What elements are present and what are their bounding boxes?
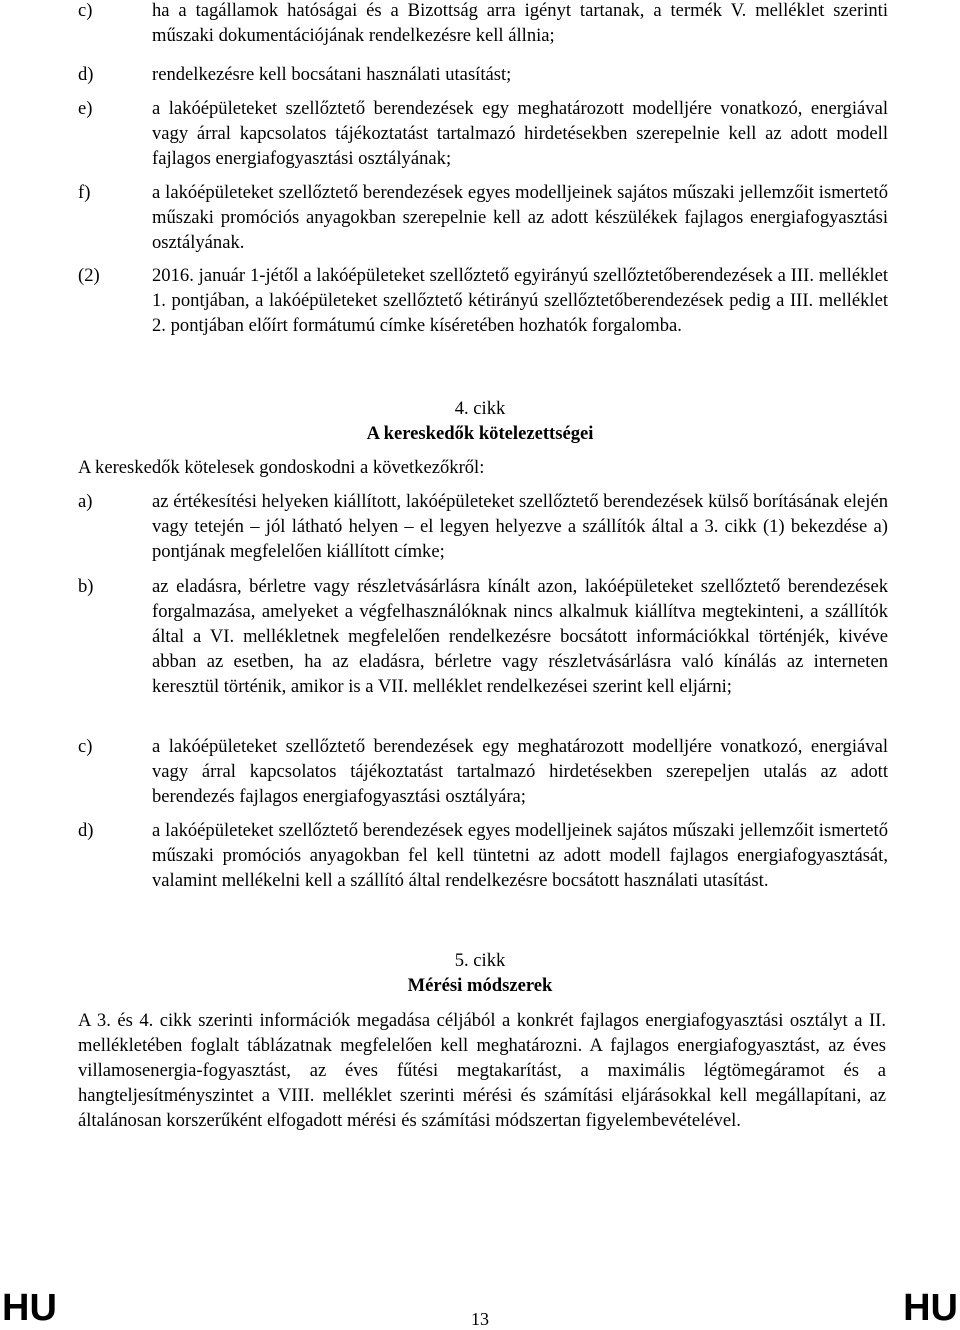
- footer-language-left: HU: [2, 1287, 57, 1329]
- article-intro: A kereskedők kötelesek gondoskodni a következőkről:: [78, 457, 485, 478]
- list-item: [78, 180, 888, 255]
- list-item: [78, 263, 888, 338]
- list-item: [78, 489, 888, 564]
- item-text: az értékesítési helyeken kiállított, lakóépületeket szellőztető berendezések külső borításának elején vagy tetején – jól látható helyen – el legyen helyezve a szállítók által a 3. cikk (1) bekezdése a) pontjának megfelelően kiállított címke;: [152, 491, 888, 562]
- article-text: A 3. és 4. cikk szerinti információk megadása céljából a konkrét fajlagos energiafogyasztási osztályt a II. mellékletében foglalt táblázatnak megfelelően kell meghatározni. A fajlagos energiafogyasztást, az éves villamosenergia-fogyasztást, az éves fűtési megtakarítást, a maximális légtömegáramot és a hangteljesítményszintet a VIII. melléklet szerinti mérési és számítási eljárásokkal kell megállapítani, az általánosan korszerűként elfogadott mérési és számítási módszertan figyelembevételével.: [78, 1010, 886, 1131]
- list-item: [78, 574, 888, 699]
- item-label: b): [78, 576, 94, 597]
- item-label: d): [78, 64, 94, 85]
- article-title: Mérési módszerek: [407, 975, 553, 996]
- item-text: az eladásra, bérletre vagy részletvásárlásra kínált azon, lakóépületeket szellőztető berendezések forgalmazása, amelyeket a végfelhasználóknak nincs alkalmuk kiállítva megtekinteni, a szállítók által a VI. mellékletnek megfelelően rendelkezésre bocsátott információkkal történjék, kivéve abban az esetben, ha az eladásra, bérletre vagy részletvásárlásra való kínálás az interneten keresztül történik, amikor is a VII. melléklet rendelkezései szerint kell eljárni;: [152, 576, 888, 697]
- item-text: rendelkezésre kell bocsátani használati utasítást;: [152, 64, 512, 85]
- item-label: a): [78, 491, 93, 512]
- item-text: a lakóépületeket szellőztető berendezések egy meghatározott modelljére vonatkozó, energiával vagy árral kapcsolatos tájékoztatást tartalmazó hirdetésekben szerepelnie kell az adott modell fajlagos energiafogyasztási osztályának;: [152, 98, 888, 169]
- item-text: a lakóépületeket szellőztető berendezések egy meghatározott modelljére vonatkozó, energiával vagy árral kapcsolatos tájékoztatást tartalmazó hirdetésekben szerepeljen utalás az adott berendezés fajlagos energiafogyasztási osztályára;: [152, 736, 888, 807]
- item-text: a lakóépületeket szellőztető berendezések egyes modelljeinek sajátos műszaki jellemzőit ismertető műszaki promóciós anyagokban szerepelnie kell az adott készülékek fajlagos energiafogyasztási osztályának.: [152, 182, 888, 253]
- list-item: [78, 96, 888, 171]
- item-label: (2): [78, 265, 100, 286]
- article-number: 5. cikk: [454, 950, 506, 971]
- article-title: A kereskedők kötelezettségei: [366, 423, 594, 444]
- item-text: 2016. január 1-jétől a lakóépületeket szellőztető egyirányú szellőztetőberendezések a III. melléklet 1. pontjában, a lakóépületeket szellőztető kétirányú szellőztetőberendezések pedig a III. melléklet 2. pontjában előírt formátumú címke kíséretében hozhatók forgalomba.: [152, 265, 888, 336]
- item-label: e): [78, 98, 93, 119]
- item-label: c): [78, 736, 93, 757]
- item-text: a lakóépületeket szellőztető berendezések egyes modelljeinek sajátos műszaki jellemzőit ismertető műszaki promóciós anyagokban fel kell tüntetni az adott modell fajlagos energiafogyasztását, valamint mellékelni kell a szállító által rendelkezésre bocsátott használati utasítást.: [152, 820, 888, 891]
- page-number: 13: [471, 1309, 489, 1329]
- item-label: c): [78, 0, 93, 21]
- list-item: [78, 0, 888, 48]
- list-item: [78, 62, 888, 87]
- article-number: 4. cikk: [454, 398, 506, 419]
- item-label: d): [78, 820, 94, 841]
- list-item: [78, 818, 888, 893]
- item-text: ha a tagállamok hatóságai és a Bizottság arra igényt tartanak, a termék V. melléklet szerinti műszaki dokumentációjának rendelkezésre kell állnia;: [152, 0, 888, 46]
- item-label: f): [78, 182, 91, 203]
- footer-language-right: HU: [903, 1287, 958, 1329]
- list-item: [78, 734, 888, 809]
